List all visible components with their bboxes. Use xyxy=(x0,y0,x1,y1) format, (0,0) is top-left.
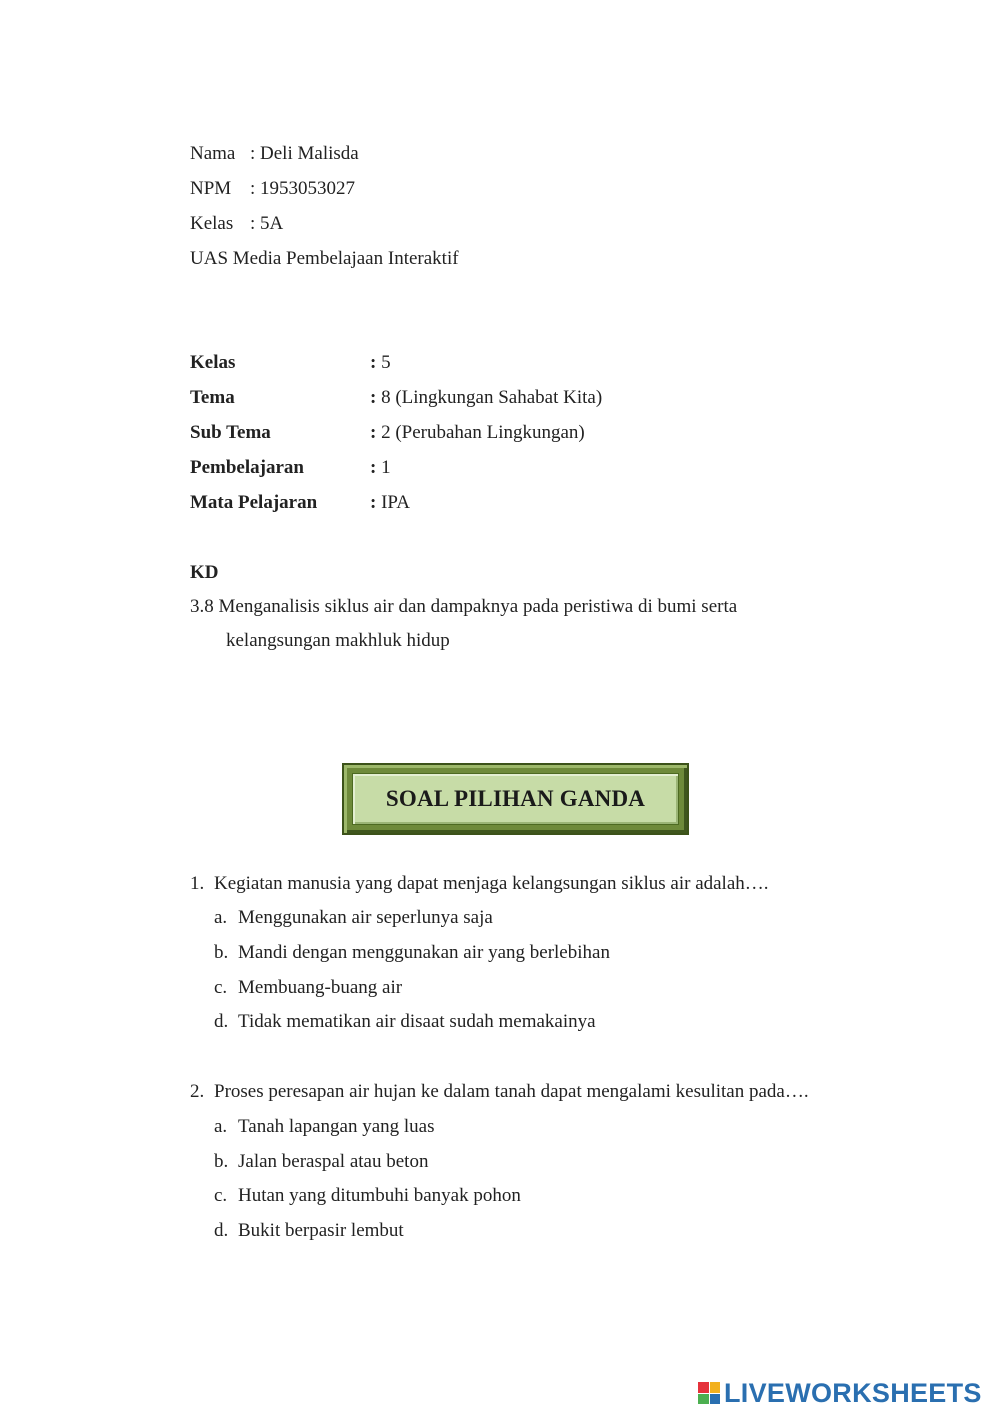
answer-option-d[interactable] xyxy=(214,1219,404,1243)
meta-colon: : xyxy=(370,422,377,443)
class-label: Kelas xyxy=(190,213,234,234)
option-letter: a. xyxy=(214,907,228,928)
option-text: Menggunakan air seperlunya saja xyxy=(238,907,493,928)
option-text: Hutan yang ditumbuhi banyak pohon xyxy=(238,1185,521,1206)
kd-heading: KD xyxy=(190,562,219,583)
student-npm-row xyxy=(190,177,355,201)
question-text: Kegiatan manusia yang dapat menjaga kelangsungan siklus air adalah…. xyxy=(214,873,769,894)
meta-colon: : xyxy=(370,492,377,513)
npm-label: NPM xyxy=(190,178,232,199)
option-letter: b. xyxy=(214,942,229,963)
question-text: Proses peresapan air hujan ke dalam tanah dapat mengalami kesulitan pada…. xyxy=(214,1081,809,1102)
question-stem xyxy=(190,1080,809,1104)
option-letter: b. xyxy=(214,1151,229,1172)
meta-colon: : xyxy=(370,387,377,408)
option-letter: d. xyxy=(214,1011,229,1032)
meta-label-pembelajaran: Pembelajaran xyxy=(190,457,304,478)
answer-option-a[interactable] xyxy=(214,1115,435,1139)
answer-option-b[interactable] xyxy=(214,1150,428,1174)
meta-colon: : xyxy=(370,457,377,478)
meta-value-kelas xyxy=(370,351,391,375)
name-value: : Deli Malisda xyxy=(250,143,359,164)
question-stem xyxy=(190,872,769,896)
npm-value: : 1953053027 xyxy=(250,178,356,199)
meta-label-subtema: Sub Tema xyxy=(190,422,271,443)
answer-option-c[interactable] xyxy=(214,1184,521,1208)
meta-label-tema: Tema xyxy=(190,387,235,408)
meta-label-kelas: Kelas xyxy=(190,352,236,373)
option-letter: c. xyxy=(214,1185,228,1206)
option-letter: a. xyxy=(214,1116,228,1137)
student-name-row xyxy=(190,142,359,166)
answer-option-d[interactable] xyxy=(214,1010,596,1034)
liveworksheets-logo xyxy=(698,1378,982,1408)
option-text: Mandi dengan menggunakan air yang berlebihan xyxy=(238,942,610,963)
section-banner xyxy=(342,763,689,835)
class-value: : 5A xyxy=(250,213,284,234)
section-banner-title: SOAL PILIHAN GANDA xyxy=(385,786,646,811)
liveworksheets-logo-icon xyxy=(698,1382,720,1404)
meta-value-text: IPA xyxy=(376,492,410,513)
meta-label-mapel: Mata Pelajaran xyxy=(190,492,318,513)
option-letter: d. xyxy=(214,1220,229,1241)
name-label: Nama xyxy=(190,143,236,164)
option-text: Membuang-buang air xyxy=(238,977,403,998)
meta-value-tema xyxy=(370,386,602,410)
option-letter: c. xyxy=(214,977,228,998)
meta-value-text: 8 (Lingkungan Sahabat Kita) xyxy=(376,387,603,408)
kd-text-line1: 3.8 Menganalisis siklus air dan dampaknya pada peristiwa di bumi serta xyxy=(190,596,738,617)
option-text: Jalan beraspal atau beton xyxy=(238,1151,429,1172)
answer-option-c[interactable] xyxy=(214,976,402,1000)
student-class-row xyxy=(190,212,283,236)
logo-text: LIVEWORKSHEETS xyxy=(724,1377,982,1408)
meta-value-subtema xyxy=(370,421,585,445)
answer-option-b[interactable] xyxy=(214,941,610,965)
meta-value-text: 5 xyxy=(376,352,391,373)
section-banner-inner xyxy=(352,773,679,825)
course-title: UAS Media Pembelajaan Interaktif xyxy=(190,248,459,269)
meta-value-text: 2 (Perubahan Lingkungan) xyxy=(376,422,585,443)
answer-option-a[interactable] xyxy=(214,906,493,930)
option-text: Bukit berpasir lembut xyxy=(238,1220,404,1241)
meta-value-mapel xyxy=(370,491,410,515)
logo-mark-cell xyxy=(710,1382,721,1393)
meta-colon: : xyxy=(370,352,377,373)
logo-mark-cell xyxy=(710,1394,721,1405)
option-text: Tanah lapangan yang luas xyxy=(238,1116,435,1137)
meta-value-text: 1 xyxy=(376,457,391,478)
logo-mark-cell xyxy=(698,1382,709,1393)
question-number: 2. xyxy=(190,1081,205,1102)
meta-value-pembelajaran xyxy=(370,456,391,480)
logo-mark-cell xyxy=(698,1394,709,1405)
kd-text-line2: kelangsungan makhluk hidup xyxy=(226,630,450,651)
option-text: Tidak mematikan air disaat sudah memakainya xyxy=(238,1011,596,1032)
question-number: 1. xyxy=(190,873,205,894)
